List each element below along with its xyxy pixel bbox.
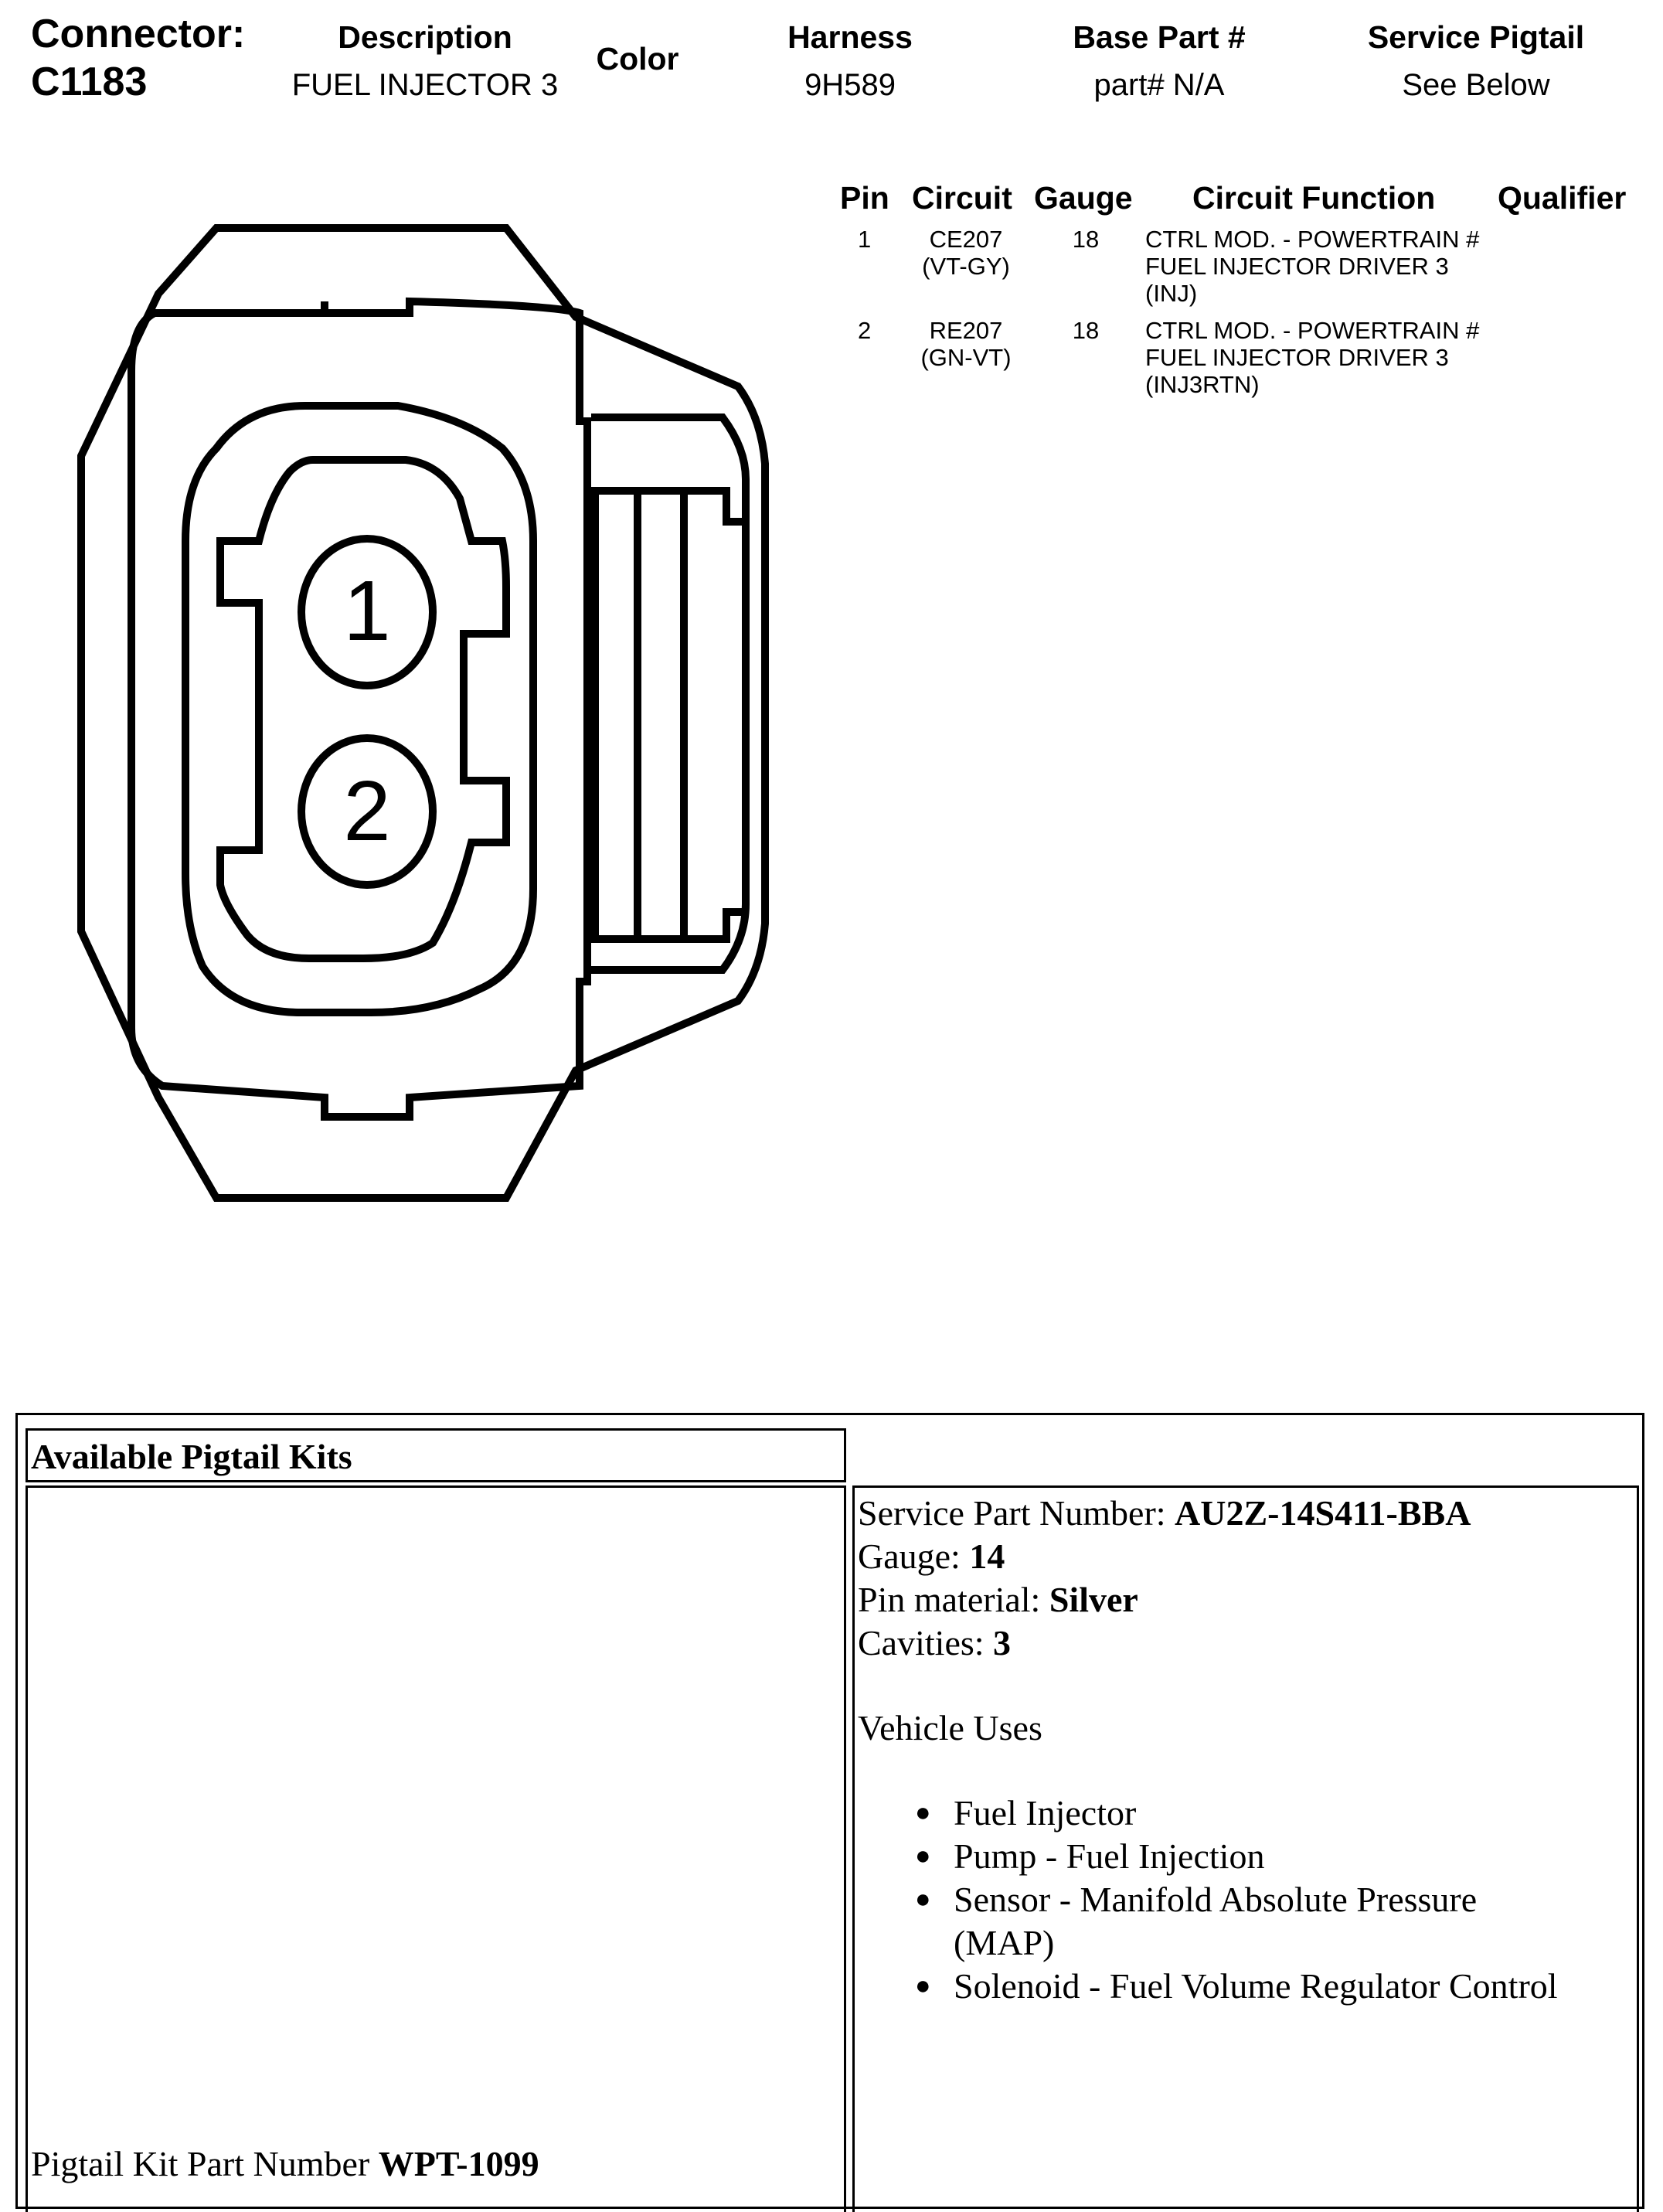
pin-material-value: Silver — [1049, 1580, 1138, 1619]
pin-2-label: 2 — [343, 764, 391, 859]
pigtail-kit-part-number — [31, 2142, 539, 2186]
service-part-number — [858, 1492, 1471, 1535]
pin-column-header: Pin — [840, 180, 889, 216]
pigtail-spec-block — [858, 1492, 1471, 1750]
pin-gauge: 18 — [1072, 226, 1100, 253]
kit-part-value: WPT-1099 — [378, 2144, 539, 2183]
circuit-code: RE207 — [929, 317, 1003, 344]
gauge-label: Gauge: — [858, 1536, 970, 1576]
gauge-value: 14 — [969, 1536, 1005, 1576]
pigtail-gauge — [858, 1535, 1471, 1578]
list-item: ● Pump - Fuel Injection — [915, 1836, 1265, 1876]
description-value: FUEL INJECTOR 3 — [291, 68, 559, 102]
service-part-value: AU2Z-14S411-BBA — [1175, 1493, 1471, 1533]
latch-ribs — [595, 491, 738, 939]
base-part-header: Base Part # — [1073, 19, 1246, 55]
connector-label: Connector: — [31, 12, 246, 56]
connector-face-diagram — [0, 0, 850, 1237]
pin-1-label: 1 — [343, 563, 391, 658]
circuit-code: CE207 — [929, 226, 1003, 253]
base-part-value: part# N/A — [1093, 68, 1225, 102]
cavities-label: Cavities: — [858, 1623, 994, 1662]
service-pigtail-value: See Below — [1402, 68, 1550, 102]
connector-id: C1183 — [31, 60, 148, 104]
harness-header: Harness — [787, 19, 913, 55]
pin-material-label: Pin material: — [858, 1580, 1049, 1619]
circuit-function-line: (INJ3RTN) — [1145, 371, 1260, 398]
circuit-function-line: FUEL INJECTOR DRIVER 3 — [1145, 344, 1449, 371]
pin-material — [858, 1578, 1471, 1622]
description-header: Description — [338, 19, 512, 55]
service-part-label: Service Part Number: — [858, 1493, 1175, 1533]
vehicle-uses-label: Vehicle Uses — [858, 1708, 1042, 1747]
gauge-column-header: Gauge — [1034, 180, 1133, 216]
pigtail-image-cell — [26, 1485, 846, 2212]
pin-gauge: 18 — [1072, 317, 1100, 344]
pin-number: 2 — [858, 317, 872, 344]
circuit-color: (GN-VT) — [920, 344, 1012, 371]
inner-frame-outline — [131, 301, 587, 1117]
circuit-function-line: (INJ) — [1145, 280, 1198, 307]
kit-part-label: Pigtail Kit Part Number — [31, 2144, 379, 2183]
list-item: ● Fuel Injector — [915, 1793, 1137, 1833]
cavities-value: 3 — [993, 1623, 1012, 1662]
circuit-color: (VT-GY) — [922, 253, 1010, 280]
circuit-function-line: CTRL MOD. - POWERTRAIN # — [1145, 226, 1480, 253]
list-item: ● Sensor - Manifold Absolute Pressure — [915, 1880, 1478, 1919]
color-header: Color — [596, 41, 679, 77]
list-item-continuation: (MAP) — [954, 1923, 1055, 1962]
circuit-column-header: Circuit — [912, 180, 1012, 216]
circuit-function-column-header: Circuit Function — [1192, 180, 1436, 216]
list-item: ● Solenoid - Fuel Volume Regulator Control — [915, 1966, 1558, 2006]
qualifier-column-header: Qualifier — [1498, 180, 1627, 216]
vehicle-uses-list — [915, 1792, 1558, 2008]
harness-value: 9H589 — [804, 68, 896, 102]
service-pigtail-header: Service Pigtail — [1367, 19, 1585, 55]
pin-number: 1 — [858, 226, 872, 253]
cavities — [858, 1622, 1471, 1665]
pigtail-kits-title: Available Pigtail Kits — [31, 1437, 352, 1476]
circuit-function-line: FUEL INJECTOR DRIVER 3 — [1145, 253, 1449, 280]
circuit-function-line: CTRL MOD. - POWERTRAIN # — [1145, 317, 1480, 344]
